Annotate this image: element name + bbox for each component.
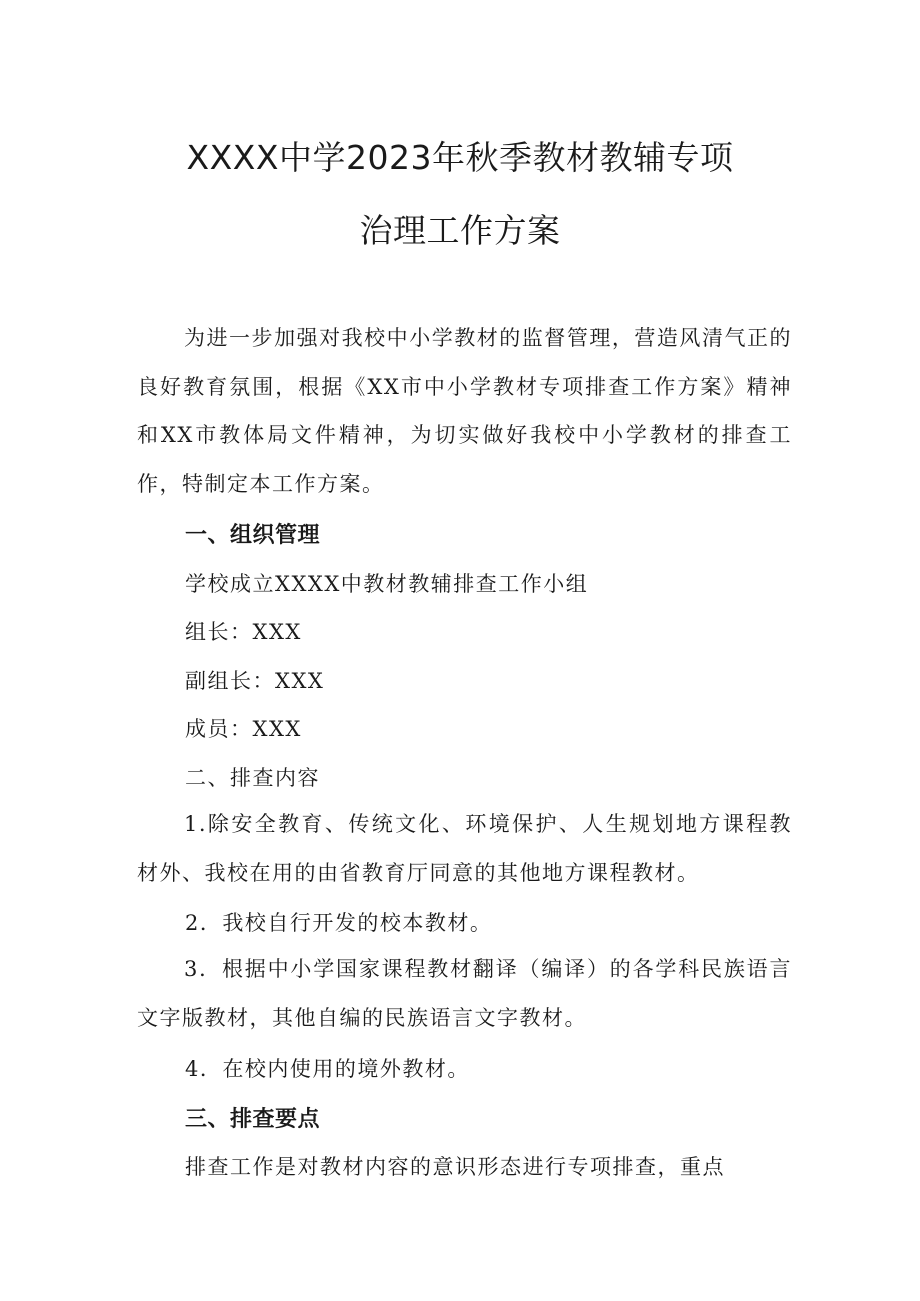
section-1-heading: 一、组织管理 <box>185 523 321 548</box>
document-title-line-1: XXXX中学2023年秋季教材教辅专项 <box>186 138 734 177</box>
section-2-item: 2．我校自行开发的校本教材。 <box>185 911 493 935</box>
section-2-item: 1.除安全教育、传统文化、环境保护、人生规划地方课程教材外、我校在用的由省教育厅同意的其他地方课程教材。 <box>137 812 792 885</box>
section-1-line: 成员：XXX <box>185 717 302 741</box>
section-2-item: 4．在校内使用的境外教材。 <box>185 1057 470 1081</box>
section-2-heading: 二、排查内容 <box>185 766 320 790</box>
section-1-line: 组长：XXX <box>185 620 302 644</box>
section-1-line: 学校成立XXXX中教材教辅排查工作小组 <box>185 572 589 596</box>
intro-paragraph: 为进一步加强对我校中小学教材的监督管理，营造风清气正的良好教育氛围，根据《XX市中小学教材专项排查工作方案》精神和XX市教体局文件精神，为切实做好我校中小学教材的排查工作，特制定本工作方案。 <box>137 326 792 496</box>
section-3-paragraph: 排查工作是对教材内容的意识形态进行专项排查，重点 <box>185 1155 725 1179</box>
section-1-line: 副组长：XXX <box>185 669 325 693</box>
document-title-line-2: 治理工作方案 <box>359 211 561 250</box>
section-2-item: 3．根据中小学国家课程教材翻译（编译）的各学科民族语言文字版教材，其他自编的民族语言文字教材。 <box>137 957 792 1030</box>
section-3-heading: 三、排查要点 <box>185 1107 321 1132</box>
